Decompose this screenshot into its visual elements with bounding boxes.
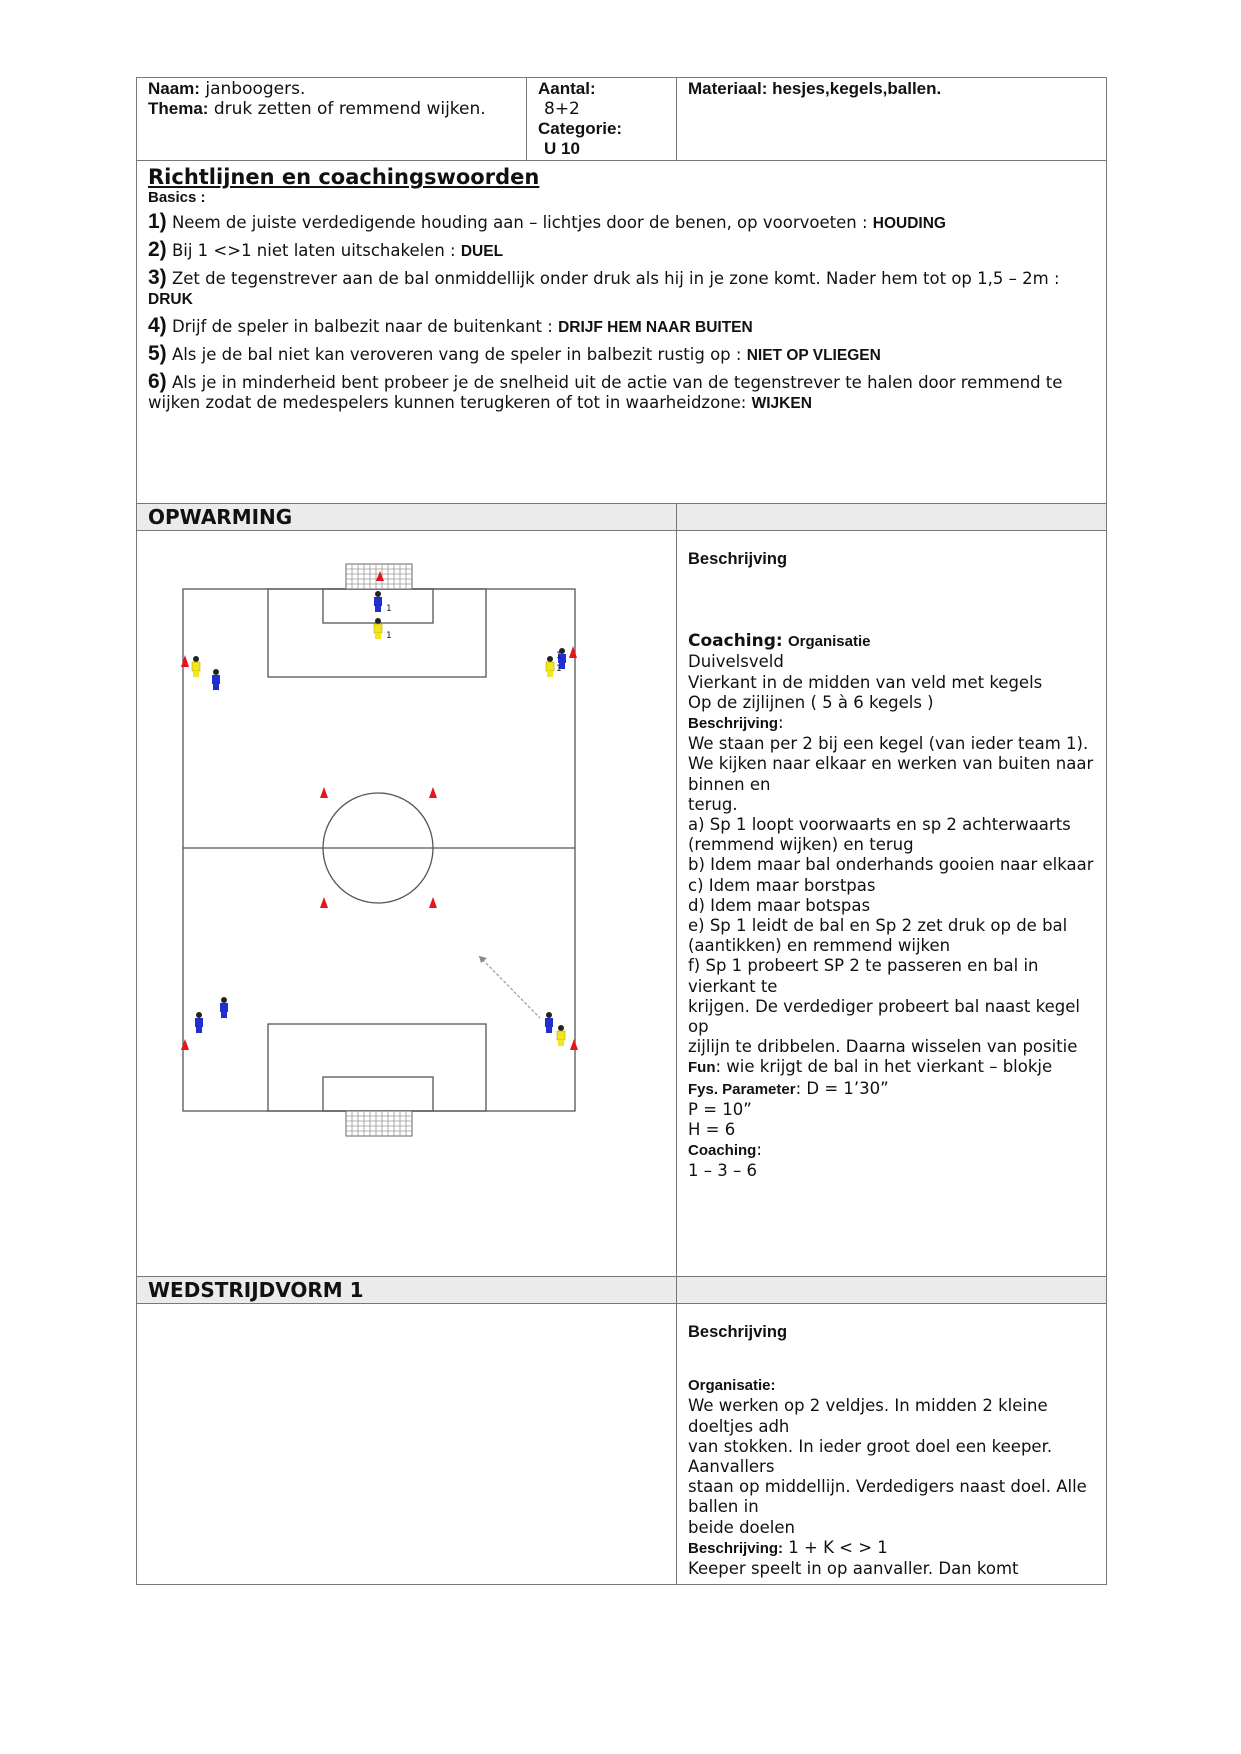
player-yellow-icon [557, 1025, 565, 1046]
beschrijving-heading: Beschrijving [688, 550, 788, 568]
player-numbers [386, 604, 562, 674]
aantal-label: Aantal: [538, 79, 596, 98]
basics-label: Basics : [148, 189, 206, 206]
penalty-area-bottom [268, 1024, 486, 1111]
text-line: Op de zijlijnen ( 5 à 6 kegels ) [688, 692, 934, 712]
player-yellow-icon [374, 618, 382, 639]
guideline-item: 2) Bij 1 <>1 niet laten uitschakelen : DUEL [148, 238, 504, 261]
text-line: c) Idem maar borstpas [688, 875, 876, 895]
text-line: zijlijn te dribbelen. Daarna wisselen van positie [688, 1037, 1078, 1057]
fun-text: : wie krijgt de bal in het vierkant – blokje [715, 1057, 1053, 1077]
naam-thema-cell [137, 78, 527, 161]
wedstrijdvorm-diagram-cell [137, 1304, 677, 1585]
player-number: 1 [386, 631, 392, 641]
guideline-item: 6) Als je in minderheid bent probeer je de snelheid uit de actie van de tegenstrever te halen door remmend te wijken zodat de medespelers kunnen terugkeren of tot in waarheidzone: WIJKEN [148, 370, 1063, 412]
aantal-cell [527, 78, 677, 161]
cone-icon [181, 655, 189, 667]
materiaal-cell: Materiaal: hesjes,kegels,ballen. [677, 78, 1107, 161]
football-field-diagram [137, 531, 676, 1276]
text-line: staan op middellijn. Verdedigers naast doel. Alle ballen in [688, 1477, 1087, 1517]
player-number: 1 [556, 651, 562, 661]
text-line: e) Sp 1 leidt de bal en Sp 2 zet druk op de bal (aantikken) en remmend wijken [688, 916, 1068, 956]
fun-label: Fun [688, 1059, 716, 1077]
categorie-label: Categorie: [538, 119, 623, 138]
field-outline [183, 589, 575, 1111]
cone-icon [429, 897, 437, 908]
session-table [136, 77, 1107, 1585]
text-line: van stokken. In ieder groot doel een keeper. Aanvallers [688, 1436, 1053, 1477]
cone-icon [429, 787, 437, 798]
guidelines-title: Richtlijnen en coachingswoorden [148, 165, 540, 189]
cone-icon [569, 646, 577, 658]
player-blue-icon [545, 1012, 553, 1033]
wedstrijdvorm-header: WEDSTRIJDVORM 1 [137, 1277, 677, 1304]
fys-d: : D = 1’30” [795, 1078, 889, 1098]
goal-bottom [346, 1111, 412, 1136]
beschrijving-heading: Beschrijving [688, 1323, 788, 1341]
categorie-value: U 10 [544, 139, 580, 158]
goal-area-bottom [323, 1077, 433, 1111]
opwarming-header: OPWARMING [137, 504, 677, 531]
opwarming-diagram-cell [137, 531, 677, 1277]
beschrijving-label: Beschrijving [688, 715, 779, 733]
coaching-label: Coaching: [688, 631, 783, 652]
opwarming-header-right [677, 504, 1107, 531]
movement-arrow [479, 956, 540, 1018]
arrow-head-icon [479, 956, 487, 963]
text-line: f) Sp 1 probeert SP 2 te passeren en bal in vierkant te [688, 956, 1039, 996]
wedstrijdvorm-description [677, 1304, 1107, 1585]
player-yellow-icon [546, 656, 554, 677]
text-line: terug. [688, 794, 738, 814]
text-line: We werken op 2 veldjes. In midden 2 kleine doeltjes adh [688, 1396, 1048, 1436]
fys-p: P = 10” [688, 1099, 752, 1119]
text-line: Keeper speelt in op aanvaller. Dan komt [688, 1559, 1019, 1579]
opwarming-description: Beschrijving Coaching: Organisatie Duivelsveld Vierkant in de midden van veld met kegels Op de zijlijnen ( 5 à 6 kegels ) Beschrijving: We staan per 2 bij een kegel (van ieder team 1). We kijken naar elkaar en werken van buiten naar binnen en terug. a) Sp 1 loopt voorwaarts en sp 2 achterwaarts (remmend wijken) en terug b) Idem maar bal onderhands gooien naar elkaar c) Idem maar borstpas d) Idem maar botspas e) Sp 1 leidt de bal en Sp 2 zet druk op de bal (aantikken) en remmend wijken f) Sp 1 probeert SP 2 te passeren en bal in vierkant te krijgen. De verdediger probeert bal naast kegel op zijlijn te dribbelen. Daarna wisselen van positie Fun: wie krijgt de bal in het vierkant – blokje Fys. Parameter: D = 1’30” P = 10” H = 6 Coaching: 1 – 3 – 6 [677, 531, 1107, 1277]
training-sheet [136, 77, 1106, 1585]
organisatie-label: Organisatie: [688, 1377, 776, 1395]
text-line: Vierkant in de midden van veld met kegels [688, 672, 1043, 692]
player-yellow-icon [192, 656, 200, 677]
organisatie-label: Organisatie [787, 633, 871, 651]
guideline-item: 3) Zet de tegenstrever aan de bal onmiddellijk onder druk als hij in je zone komt. Nader hem tot op 1,5 – 2m : DRUK [148, 266, 1060, 308]
text-line: We staan per 2 bij een kegel (van ieder team 1). [688, 734, 1089, 754]
players [192, 591, 566, 1046]
cone-icon [320, 787, 328, 798]
aantal-value: 8+2 [544, 99, 580, 119]
player-blue-icon [374, 591, 382, 612]
text-line: Duivelsveld [688, 652, 784, 672]
coaching-value: 1 – 3 – 6 [688, 1161, 757, 1181]
player-number: 1 [386, 604, 392, 614]
cone-icon [570, 1039, 578, 1050]
guideline-item: 5) Als je de bal niet kan veroveren vang de speler in balbezit rustig op : NIET OP VLIEGEN [148, 342, 881, 365]
thema-value: druk zetten of remmend wijken. [213, 99, 486, 119]
guideline-item: 4) Drijf de speler in balbezit naar de buitenkant : DRIJF HEM NAAR BUITEN [148, 314, 753, 337]
player-blue-icon [220, 997, 228, 1018]
text-line: d) Idem maar botspas [688, 895, 871, 915]
thema-label: Thema: [148, 99, 209, 118]
text-line: krijgen. De verdediger probeert bal naast kegel op [688, 996, 1080, 1037]
fys-h: H = 6 [688, 1120, 736, 1140]
fys-label: Fys. Parameter [688, 1080, 796, 1098]
player-blue-icon [195, 1012, 203, 1033]
player-blue-icon [212, 669, 220, 690]
cone-icon [181, 1039, 189, 1050]
guidelines-section [137, 161, 1107, 504]
coaching2-label: Coaching [688, 1142, 757, 1160]
text-line: a) Sp 1 loopt voorwaarts en sp 2 achterwaarts (remmend wijken) en terug [688, 815, 1071, 855]
text-line: beide doelen [688, 1517, 795, 1537]
guideline-item: 1) Neem de juiste verdedigende houding aan – lichtjes door de benen, op voorvoeten : HOUDING [148, 210, 946, 233]
cone-icon [320, 897, 328, 908]
player-number: 1 [556, 664, 562, 674]
naam-value: janboogers. [205, 79, 306, 99]
wedstrijdvorm-header-right [677, 1277, 1107, 1304]
beschrijving-label: Beschrijving: [688, 1539, 784, 1557]
text-line: We kijken naar elkaar en werken van buiten naar binnen en [688, 754, 1094, 794]
beschrijving-value: 1 + K < > 1 [783, 1537, 888, 1557]
cones [181, 571, 578, 1050]
text-line: b) Idem maar bal onderhands gooien naar elkaar [688, 855, 1094, 875]
naam-label: Naam: [148, 79, 200, 98]
